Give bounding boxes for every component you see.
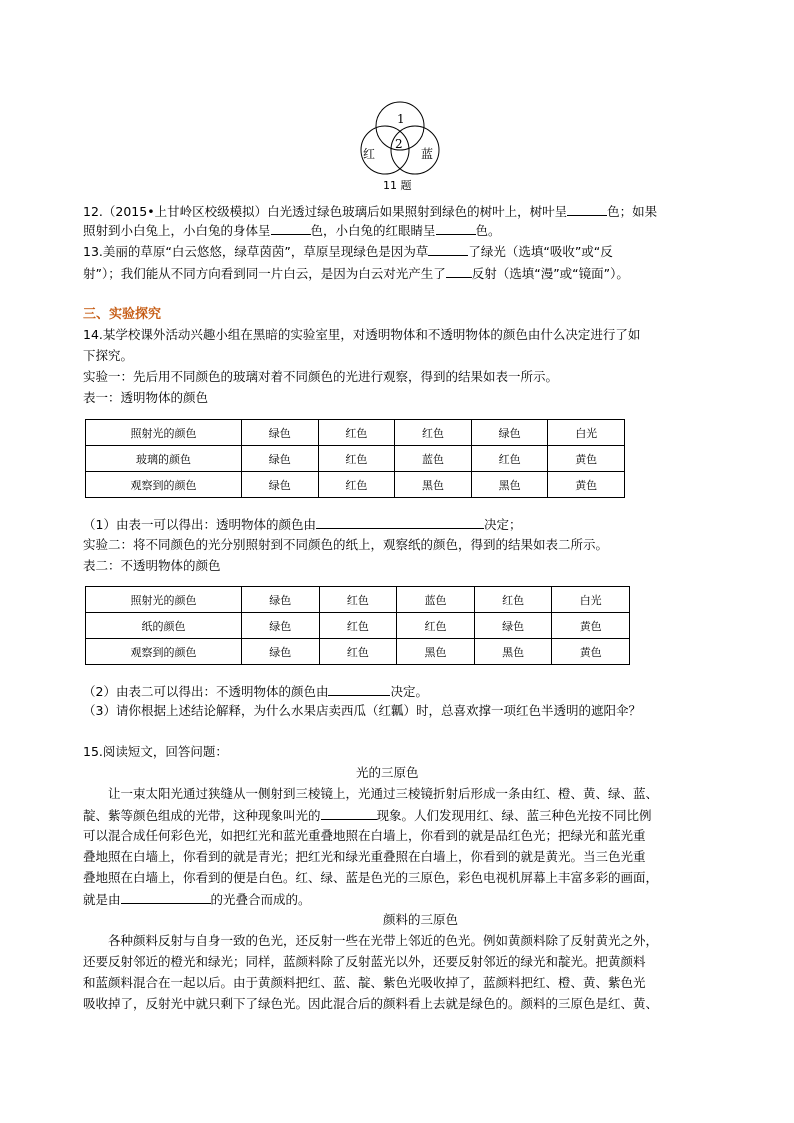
q15-blank-2[interactable]	[121, 891, 211, 904]
table-cell: 绿色	[242, 446, 319, 472]
q15-title1: 光的三原色	[356, 765, 419, 780]
table-cell: 黑色	[471, 472, 548, 498]
q15-p2-l4: 吸收掉了，反射光中就只剩下了绿色光。因此混合后的颜料看上去就是绿色的。颜料的三原色是红、黄、	[83, 996, 659, 1011]
q14-blank-2[interactable]	[328, 683, 390, 696]
table-cell: 黑色	[395, 472, 472, 498]
table-cell: 红色	[318, 472, 395, 498]
q15-intro: 15.阅读短文，回答问题：	[83, 744, 228, 759]
table-cell: 黄色	[548, 472, 625, 498]
q13-line1: 13.美丽的草原“白云悠悠，绿草茵茵”，草原呈现绿色是因为草 了绿光（选填“吸收”或“反	[83, 244, 613, 259]
q14-table2-title: 表二：不透明物体的颜色	[83, 558, 221, 573]
table-cell: 观察到的颜色	[86, 472, 242, 498]
q13-line2: 射”）；我们能从不同方向看到同一片白云，是因为白云对光产生了 反射（选填“漫”或“镜面”）。	[83, 266, 629, 281]
table-cell: 照射光的颜色	[86, 420, 242, 446]
table1	[85, 419, 625, 498]
q12-line1: 12.（2015•上甘岭区校级模拟）白光透过绿色玻璃后如果照射到绿色的树叶上，树叶呈 色；如果	[83, 204, 658, 219]
table-cell: 红色	[319, 613, 397, 639]
q15-p2-l2: 还要反射邻近的橙光和绿光；同样，蓝颜料除了反射蓝光以外，还要反射邻近的绿光和靛光。把黄颜料	[83, 954, 646, 969]
table-row	[86, 446, 625, 472]
table-cell: 绿色	[242, 420, 319, 446]
venn-diagram	[355, 98, 447, 180]
table-row	[86, 587, 630, 613]
table-cell: 照射光的颜色	[86, 587, 242, 613]
venn-label-blue: 蓝	[421, 147, 434, 161]
table-cell: 黄色	[552, 639, 630, 665]
table-cell: 观察到的颜色	[86, 639, 242, 665]
q15-blank-1[interactable]	[321, 807, 377, 820]
table-cell: 黄色	[548, 446, 625, 472]
q15-title2: 颜料的三原色	[383, 912, 459, 927]
q12-blank-2[interactable]	[271, 222, 311, 235]
table-cell: 红色	[397, 613, 475, 639]
table-cell: 玻璃的颜色	[86, 446, 242, 472]
table-cell: 绿色	[242, 472, 319, 498]
table-cell: 纸的颜色	[86, 613, 242, 639]
q14-sub1: （1）由表一可以得出：透明物体的颜色由 决定；	[83, 517, 522, 532]
table-cell: 绿色	[242, 587, 320, 613]
table-cell: 绿色	[242, 613, 320, 639]
table-row	[86, 639, 630, 665]
q15-p1-l6: 就是由 的光叠合而成的。	[83, 892, 311, 907]
q15-p1-l2: 靛、紫等颜色组成的光带，这种现象叫光的 现象。人们发现用红、绿、蓝三种色光按不同比例	[83, 808, 652, 823]
section-title: 三、实验探究	[83, 307, 162, 322]
q13-blank-2[interactable]	[446, 265, 472, 278]
table-cell: 绿色	[242, 639, 320, 665]
q15-p1-l4: 叠地照在白墙上，你看到的就是青光；把红光和绿光重叠照在白墙上，你看到的就是黄光。当三色光重	[83, 849, 646, 864]
q12-blank-1[interactable]	[567, 203, 607, 216]
table-cell: 红色	[395, 420, 472, 446]
q15-p1-l5: 叠地照在白墙上，你看到的便是白色。红、绿、蓝是色光的三原色，彩色电视机屏幕上丰富多彩的画面，	[83, 870, 659, 885]
venn-label-1: 1	[397, 112, 405, 126]
q15-p2-l1: 各种颜料反射与自身一致的色光，还反射一些在光带上邻近的色光。例如黄颜料除了反射黄光之外，	[108, 933, 659, 948]
table-cell: 黄色	[552, 613, 630, 639]
figure-caption: 11 题	[383, 179, 412, 192]
q12-line2: 照射到小白兔上，小白兔的身体呈 色，小白兔的红眼睛呈 色。	[83, 223, 501, 238]
venn-label-2: 2	[395, 137, 403, 151]
q14-blank-1[interactable]	[316, 516, 484, 529]
q14-intro-2: 下探究。	[83, 348, 134, 363]
q15-p1-l1: 让一束太阳光通过狭缝从一侧射到三棱镜上，光通过三棱镜折射后形成一条由红、橙、黄、绿、蓝、	[108, 786, 659, 801]
q14-intro-1: 14.某学校课外活动兴趣小组在黑暗的实验室里，对透明物体和不透明物体的颜色由什么决定进行了如	[83, 327, 641, 342]
table-row	[86, 420, 625, 446]
table-cell: 绿色	[471, 420, 548, 446]
table-row	[86, 472, 625, 498]
venn-label-red: 红	[363, 147, 376, 161]
table2	[85, 586, 630, 665]
table-cell: 红色	[319, 639, 397, 665]
table-cell: 蓝色	[397, 587, 475, 613]
q14-sub2: （2）由表二可以得出：不透明物体的颜色由 决定。	[83, 684, 428, 699]
table-row	[86, 613, 630, 639]
q14-exp2: 实验二：将不同颜色的光分别照射到不同颜色的纸上，观察纸的颜色，得到的结果如表二所示。	[83, 537, 609, 552]
table-cell: 红色	[318, 446, 395, 472]
table-cell: 绿色	[474, 613, 552, 639]
q14-sub3: （3）请你根据上述结论解释，为什么水果店卖西瓜（红瓤）时，总喜欢撑一项红色半透明的遮阳伞？	[83, 703, 641, 718]
q15-p1-l3: 可以混合成任何彩色光，如把红光和蓝光重叠地照在白墙上，你看到的就是品红色光；把绿光和蓝光重	[83, 828, 646, 843]
q13-blank-1[interactable]	[428, 243, 468, 256]
table-cell: 红色	[474, 587, 552, 613]
table-cell: 红色	[471, 446, 548, 472]
table-cell: 蓝色	[395, 446, 472, 472]
table-cell: 黑色	[474, 639, 552, 665]
table-cell: 黑色	[397, 639, 475, 665]
table-cell: 红色	[318, 420, 395, 446]
q14-table1-title: 表一：透明物体的颜色	[83, 390, 209, 405]
q14-exp1: 实验一：先后用不同颜色的玻璃对着不同颜色的光进行观察，得到的结果如表一所示。	[83, 369, 559, 384]
q15-p2-l3: 和蓝颜料混合在一起以后。由于黄颜料把红、蓝、靛、紫色光吸收掉了，蓝颜料把红、橙、黄、紫色光	[83, 975, 646, 990]
q12-blank-3[interactable]	[436, 222, 476, 235]
table-cell: 白光	[548, 420, 625, 446]
table-cell: 白光	[552, 587, 630, 613]
table-cell: 红色	[319, 587, 397, 613]
